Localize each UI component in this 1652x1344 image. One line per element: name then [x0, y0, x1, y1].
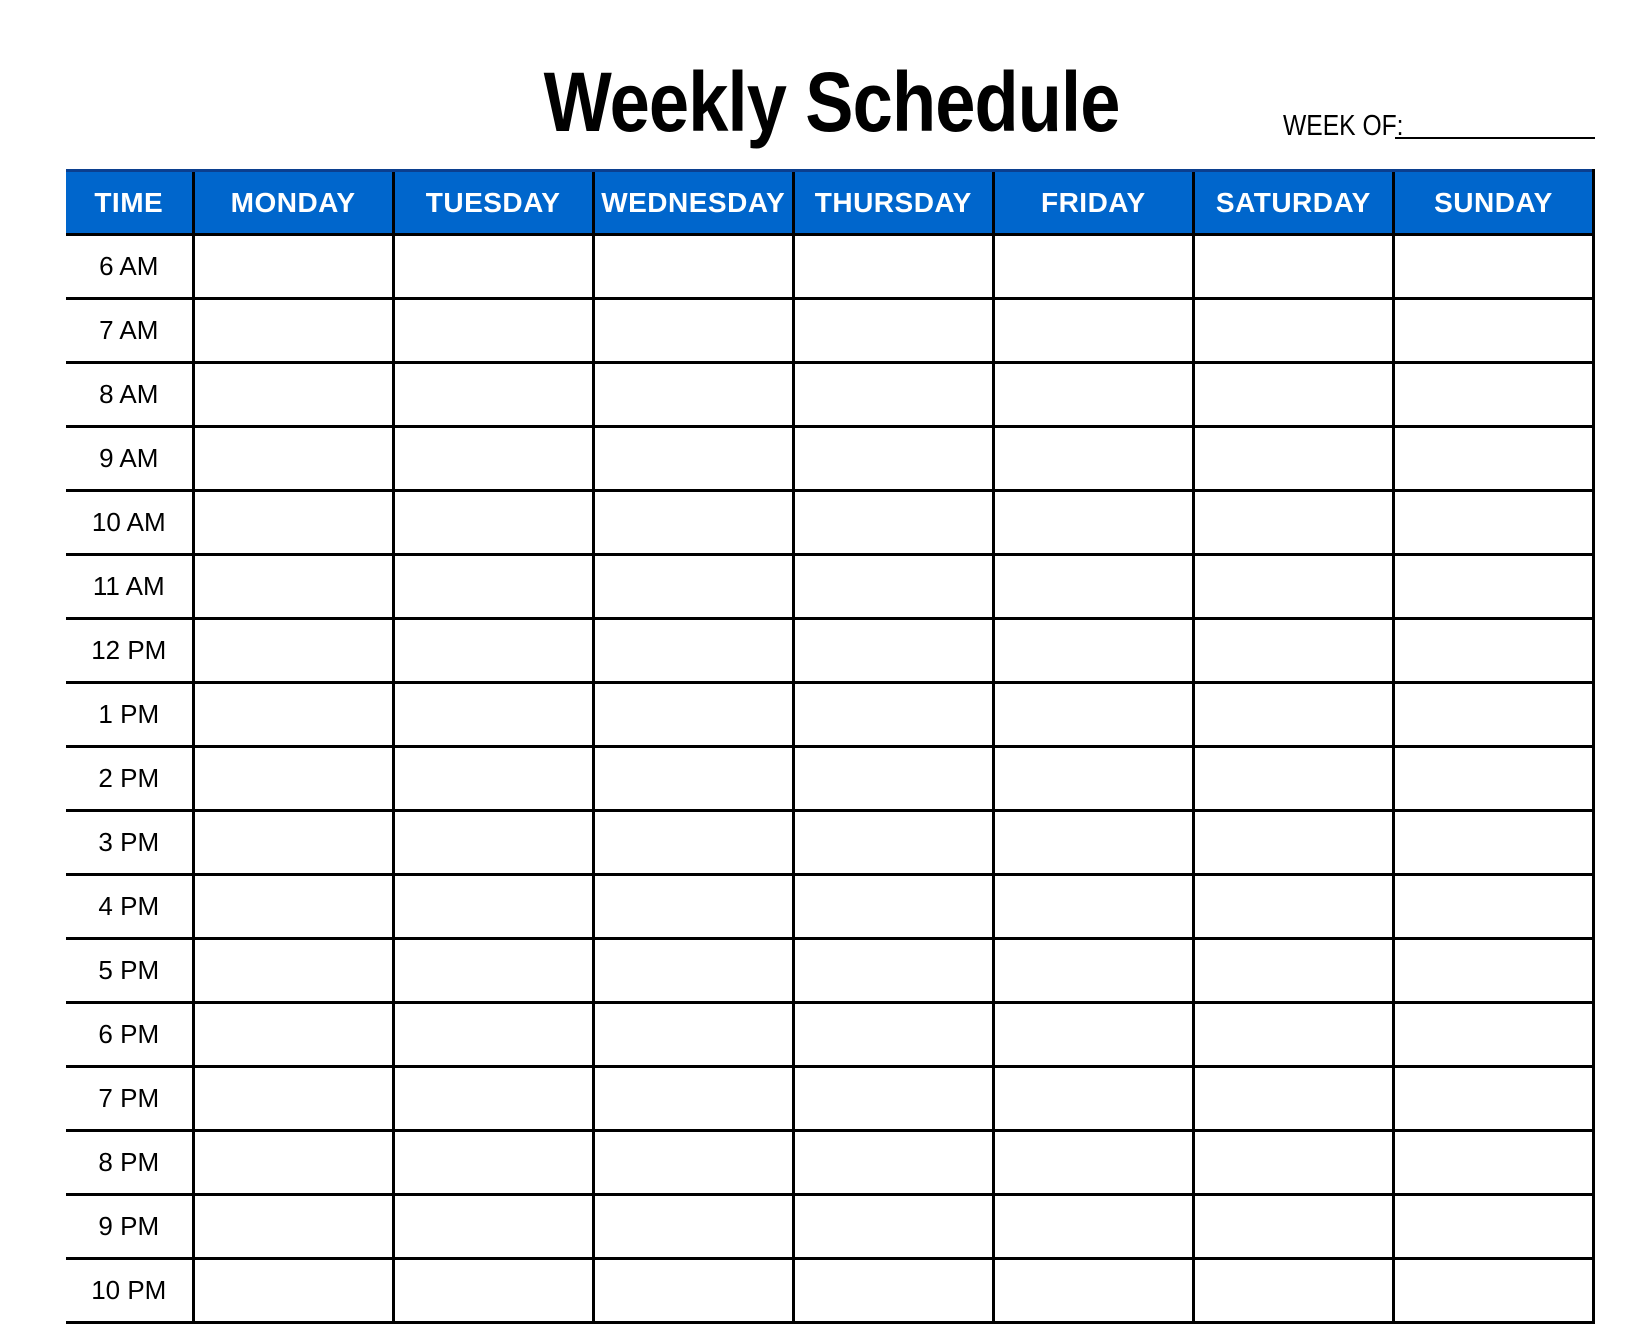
schedule-cell-thursday[interactable]	[793, 555, 993, 619]
schedule-cell-friday[interactable]	[993, 1067, 1193, 1131]
schedule-cell-thursday[interactable]	[793, 811, 993, 875]
schedule-cell-friday[interactable]	[993, 363, 1193, 427]
schedule-cell-friday[interactable]	[993, 1195, 1193, 1259]
schedule-cell-saturday[interactable]	[1193, 619, 1393, 683]
time-slot-label: 7 PM	[66, 1067, 193, 1131]
column-header-thursday: THURSDAY	[793, 171, 993, 235]
schedule-cell-tuesday[interactable]	[393, 491, 593, 555]
schedule-cell-sunday[interactable]	[1393, 235, 1593, 299]
schedule-cell-wednesday[interactable]	[593, 299, 793, 363]
schedule-cell-wednesday[interactable]	[593, 427, 793, 491]
schedule-cell-tuesday[interactable]	[393, 939, 593, 1003]
page-title: Weekly Schedule	[543, 55, 1120, 149]
time-slot-label: 12 PM	[66, 619, 193, 683]
time-slot-label: 3 PM	[66, 811, 193, 875]
schedule-cell-wednesday[interactable]	[593, 363, 793, 427]
schedule-cell-saturday[interactable]	[1193, 299, 1393, 363]
schedule-cell-wednesday[interactable]	[593, 811, 793, 875]
table-row	[66, 427, 1594, 491]
schedule-cell-saturday[interactable]	[1193, 491, 1393, 555]
schedule-cell-sunday[interactable]	[1393, 1003, 1593, 1067]
schedule-cell-wednesday[interactable]	[593, 1131, 793, 1195]
schedule-cell-thursday[interactable]	[793, 875, 993, 939]
schedule-cell-tuesday[interactable]	[393, 1003, 593, 1067]
schedule-cell-wednesday[interactable]	[593, 1067, 793, 1131]
schedule-cell-sunday[interactable]	[1393, 619, 1593, 683]
time-slot-label: 7 AM	[66, 299, 193, 363]
table-row	[66, 555, 1594, 619]
schedule-cell-wednesday[interactable]	[593, 619, 793, 683]
schedule-cell-wednesday[interactable]	[593, 555, 793, 619]
schedule-cell-tuesday[interactable]	[393, 1195, 593, 1259]
week-of-label: WEEK OF:	[1283, 110, 1404, 142]
column-header-wednesday: WEDNESDAY	[593, 171, 793, 235]
schedule-cell-sunday[interactable]	[1393, 427, 1593, 491]
schedule-cell-monday[interactable]	[193, 299, 393, 363]
schedule-cell-thursday[interactable]	[793, 1195, 993, 1259]
schedule-cell-sunday[interactable]	[1393, 299, 1593, 363]
time-slot-label: 5 PM	[66, 939, 193, 1003]
schedule-cell-saturday[interactable]	[1193, 747, 1393, 811]
table-row	[66, 1067, 1594, 1131]
schedule-body	[66, 235, 1594, 1323]
schedule-cell-friday[interactable]	[993, 235, 1193, 299]
schedule-cell-wednesday[interactable]	[593, 747, 793, 811]
time-slot-label: 10 AM	[66, 491, 193, 555]
table-row	[66, 939, 1594, 1003]
table-row	[66, 1259, 1594, 1323]
schedule-cell-friday[interactable]	[993, 1003, 1193, 1067]
time-slot-label: 9 AM	[66, 427, 193, 491]
column-header-sunday: SUNDAY	[1393, 171, 1593, 235]
week-of-field	[1283, 106, 1595, 142]
schedule-cell-monday[interactable]	[193, 875, 393, 939]
schedule-table	[66, 169, 1595, 1324]
schedule-cell-saturday[interactable]	[1193, 811, 1393, 875]
schedule-cell-tuesday[interactable]	[393, 619, 593, 683]
column-header-time: TIME	[66, 171, 193, 235]
schedule-cell-tuesday[interactable]	[393, 875, 593, 939]
table-row	[66, 363, 1594, 427]
schedule-cell-tuesday[interactable]	[393, 555, 593, 619]
time-slot-label: 4 PM	[66, 875, 193, 939]
time-slot-label: 8 PM	[66, 1131, 193, 1195]
schedule-cell-wednesday[interactable]	[593, 939, 793, 1003]
schedule-cell-friday[interactable]	[993, 747, 1193, 811]
time-slot-label: 11 AM	[66, 555, 193, 619]
schedule-cell-saturday[interactable]	[1193, 875, 1393, 939]
schedule-cell-friday[interactable]	[993, 1131, 1193, 1195]
schedule-cell-thursday[interactable]	[793, 1067, 993, 1131]
schedule-cell-tuesday[interactable]	[393, 235, 593, 299]
schedule-cell-monday[interactable]	[193, 363, 393, 427]
table-row	[66, 491, 1594, 555]
schedule-cell-thursday[interactable]	[793, 491, 993, 555]
schedule-cell-monday[interactable]	[193, 1195, 393, 1259]
table-row	[66, 683, 1594, 747]
schedule-cell-wednesday[interactable]	[593, 1195, 793, 1259]
schedule-cell-sunday[interactable]	[1393, 363, 1593, 427]
schedule-cell-saturday[interactable]	[1193, 235, 1393, 299]
schedule-cell-sunday[interactable]	[1393, 1131, 1593, 1195]
schedule-cell-monday[interactable]	[193, 491, 393, 555]
schedule-cell-monday[interactable]	[193, 811, 393, 875]
schedule-cell-tuesday[interactable]	[393, 299, 593, 363]
schedule-cell-tuesday[interactable]	[393, 747, 593, 811]
schedule-cell-saturday[interactable]	[1193, 1067, 1393, 1131]
column-header-saturday: SATURDAY	[1193, 171, 1393, 235]
schedule-cell-friday[interactable]	[993, 555, 1193, 619]
schedule-cell-thursday[interactable]	[793, 1003, 993, 1067]
table-row	[66, 235, 1594, 299]
schedule-cell-monday[interactable]	[193, 683, 393, 747]
schedule-cell-thursday[interactable]	[793, 299, 993, 363]
schedule-cell-sunday[interactable]	[1393, 1259, 1593, 1323]
schedule-cell-tuesday[interactable]	[393, 1259, 593, 1323]
schedule-cell-saturday[interactable]	[1193, 363, 1393, 427]
schedule-cell-friday[interactable]	[993, 619, 1193, 683]
schedule-cell-saturday[interactable]	[1193, 427, 1393, 491]
schedule-cell-wednesday[interactable]	[593, 235, 793, 299]
schedule-cell-sunday[interactable]	[1393, 683, 1593, 747]
schedule-cell-monday[interactable]	[193, 1259, 393, 1323]
schedule-cell-sunday[interactable]	[1393, 555, 1593, 619]
time-slot-label: 6 AM	[66, 235, 193, 299]
schedule-cell-thursday[interactable]	[793, 747, 993, 811]
schedule-cell-monday[interactable]	[193, 619, 393, 683]
schedule-cell-saturday[interactable]	[1193, 555, 1393, 619]
schedule-cell-thursday[interactable]	[793, 1131, 993, 1195]
time-slot-label: 8 AM	[66, 363, 193, 427]
schedule-cell-thursday[interactable]	[793, 363, 993, 427]
schedule-cell-friday[interactable]	[993, 427, 1193, 491]
table-row	[66, 747, 1594, 811]
schedule-cell-monday[interactable]	[193, 235, 393, 299]
table-row	[66, 299, 1594, 363]
schedule-cell-wednesday[interactable]	[593, 491, 793, 555]
header-row	[66, 171, 1594, 235]
schedule-cell-friday[interactable]	[993, 683, 1193, 747]
schedule-cell-sunday[interactable]	[1393, 1195, 1593, 1259]
schedule-cell-monday[interactable]	[193, 1067, 393, 1131]
schedule-cell-monday[interactable]	[193, 1131, 393, 1195]
schedule-cell-sunday[interactable]	[1393, 491, 1593, 555]
schedule-cell-saturday[interactable]	[1193, 1131, 1393, 1195]
schedule-cell-friday[interactable]	[993, 1259, 1193, 1323]
schedule-cell-thursday[interactable]	[793, 427, 993, 491]
schedule-cell-tuesday[interactable]	[393, 363, 593, 427]
schedule-cell-friday[interactable]	[993, 939, 1193, 1003]
column-header-monday: MONDAY	[193, 171, 393, 235]
schedule-cell-wednesday[interactable]	[593, 1259, 793, 1323]
schedule-cell-saturday[interactable]	[1193, 1259, 1393, 1323]
schedule-cell-saturday[interactable]	[1193, 939, 1393, 1003]
schedule-cell-monday[interactable]	[193, 747, 393, 811]
week-of-input-line[interactable]	[1395, 137, 1595, 139]
schedule-cell-tuesday[interactable]	[393, 1131, 593, 1195]
schedule-cell-tuesday[interactable]	[393, 811, 593, 875]
schedule-cell-wednesday[interactable]	[593, 875, 793, 939]
time-slot-label: 6 PM	[66, 1003, 193, 1067]
schedule-cell-monday[interactable]	[193, 427, 393, 491]
schedule-cell-sunday[interactable]	[1393, 747, 1593, 811]
schedule-cell-friday[interactable]	[993, 875, 1193, 939]
schedule-cell-sunday[interactable]	[1393, 1067, 1593, 1131]
column-header-tuesday: TUESDAY	[393, 171, 593, 235]
schedule-cell-wednesday[interactable]	[593, 683, 793, 747]
table-row	[66, 1195, 1594, 1259]
schedule-cell-friday[interactable]	[993, 491, 1193, 555]
schedule-cell-monday[interactable]	[193, 939, 393, 1003]
table-row	[66, 1003, 1594, 1067]
schedule-cell-tuesday[interactable]	[393, 683, 593, 747]
schedule-cell-wednesday[interactable]	[593, 1003, 793, 1067]
time-slot-label: 10 PM	[66, 1259, 193, 1323]
schedule-cell-monday[interactable]	[193, 555, 393, 619]
schedule-cell-thursday[interactable]	[793, 939, 993, 1003]
time-slot-label: 2 PM	[66, 747, 193, 811]
schedule-cell-thursday[interactable]	[793, 1259, 993, 1323]
table-row	[66, 811, 1594, 875]
schedule-cell-monday[interactable]	[193, 1003, 393, 1067]
table-row	[66, 875, 1594, 939]
schedule-cell-thursday[interactable]	[793, 235, 993, 299]
schedule-cell-saturday[interactable]	[1193, 1003, 1393, 1067]
schedule-cell-tuesday[interactable]	[393, 1067, 593, 1131]
schedule-cell-saturday[interactable]	[1193, 683, 1393, 747]
schedule-cell-friday[interactable]	[993, 811, 1193, 875]
time-slot-label: 1 PM	[66, 683, 193, 747]
column-header-friday: FRIDAY	[993, 171, 1193, 235]
schedule-cell-sunday[interactable]	[1393, 811, 1593, 875]
schedule-cell-friday[interactable]	[993, 299, 1193, 363]
table-row	[66, 619, 1594, 683]
schedule-cell-saturday[interactable]	[1193, 1195, 1393, 1259]
schedule-cell-sunday[interactable]	[1393, 939, 1593, 1003]
table-row	[66, 1131, 1594, 1195]
time-slot-label: 9 PM	[66, 1195, 193, 1259]
schedule-cell-thursday[interactable]	[793, 683, 993, 747]
schedule-cell-thursday[interactable]	[793, 619, 993, 683]
schedule-cell-sunday[interactable]	[1393, 875, 1593, 939]
schedule-cell-tuesday[interactable]	[393, 427, 593, 491]
